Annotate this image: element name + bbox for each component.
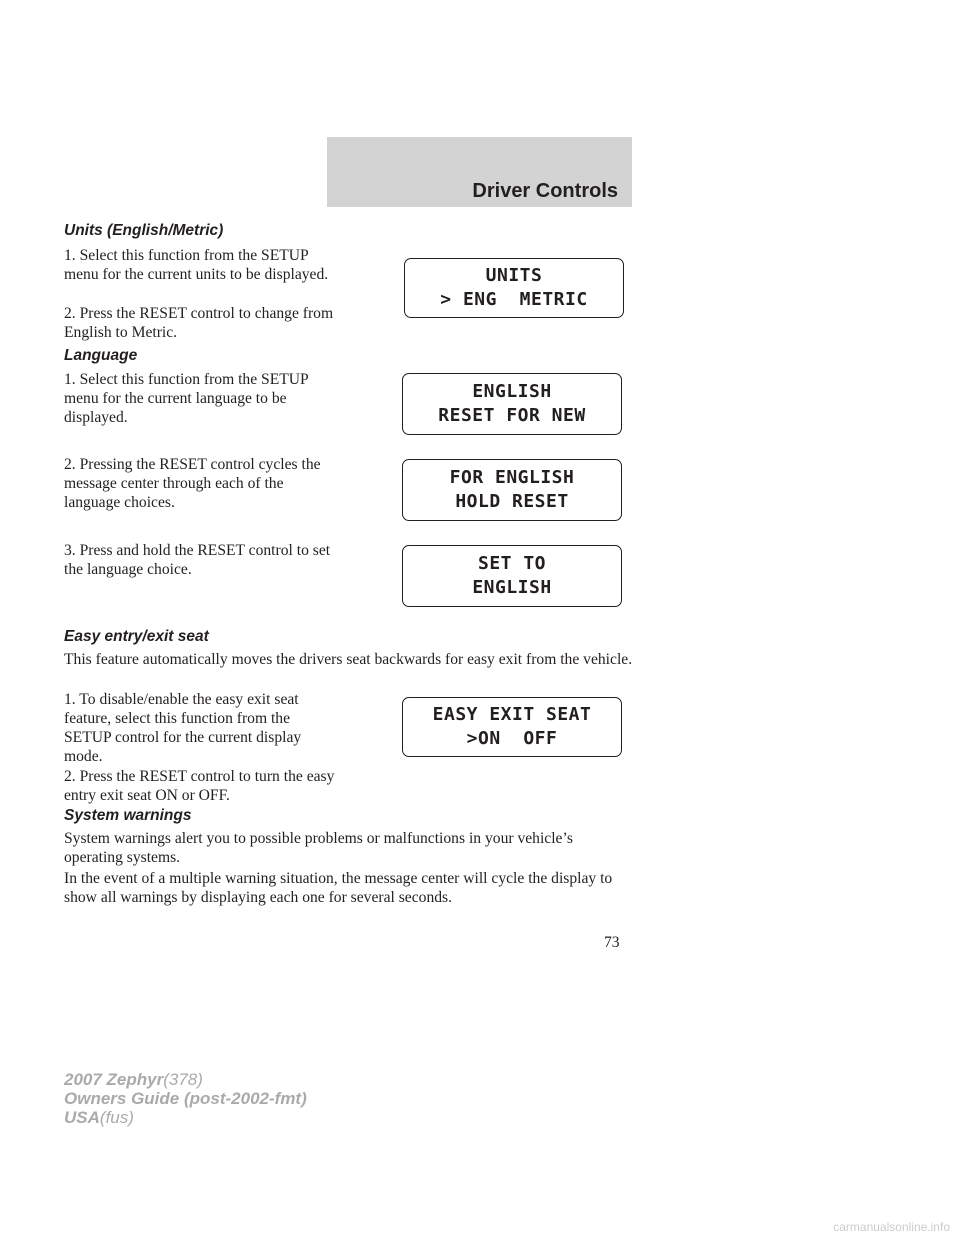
language-display-3-line-2: ENGLISH xyxy=(472,577,552,598)
easy-entry-intro: This feature automatically moves the drivers seat backwards for easy exit from the vehicle. xyxy=(64,651,633,668)
watermark: carmanualsonline.info xyxy=(833,1220,950,1234)
language-display-2-line-1: FOR ENGLISH xyxy=(449,467,575,488)
units-display-line-2: > ENG METRIC xyxy=(440,289,588,310)
footer-guide: Owners Guide (post-2002-fmt) xyxy=(64,1089,307,1108)
document-footer xyxy=(64,1070,307,1127)
language-display-english xyxy=(402,373,622,435)
footer-line-2 xyxy=(64,1089,307,1108)
language-display-1-line-1: ENGLISH xyxy=(472,381,552,402)
units-step-2: 2. Press the RESET control to change from English to Metric. xyxy=(64,305,334,341)
language-display-2-line-2: HOLD RESET xyxy=(455,491,569,512)
easy-exit-display xyxy=(402,697,622,757)
language-heading: Language xyxy=(64,347,138,364)
language-display-1-line-2: RESET FOR NEW xyxy=(438,405,586,426)
footer-line-1 xyxy=(64,1070,307,1089)
units-display xyxy=(404,258,624,318)
footer-line-3 xyxy=(64,1108,307,1127)
system-warnings-heading: System warnings xyxy=(64,807,192,824)
page-number: 73 xyxy=(604,934,620,951)
easy-exit-display-line-2: >ON OFF xyxy=(466,728,558,749)
section-header-band xyxy=(327,137,632,207)
footer-model-code: (378) xyxy=(163,1070,203,1089)
footer-model: 2007 Zephyr xyxy=(64,1070,164,1089)
footer-market-code: (fus) xyxy=(99,1108,134,1127)
easy-exit-display-line-1: EASY EXIT SEAT xyxy=(432,704,592,725)
units-heading: Units (English/Metric) xyxy=(64,222,224,239)
system-warnings-para-2: In the event of a multiple warning situation, the message center will cycle the display to show all warnings by displaying each one for several seconds. xyxy=(64,870,613,906)
language-step-3: 3. Press and hold the RESET control to set the language choice. xyxy=(64,542,331,578)
section-title: Driver Controls xyxy=(472,180,618,202)
language-step-1: 1. Select this function from the SETUP menu for the current language to be displayed. xyxy=(64,371,309,426)
language-display-set-to xyxy=(402,545,622,607)
easy-entry-step-1: 1. To disable/enable the easy exit seat feature, select this function from the SETUP control for the current display mode. xyxy=(64,691,302,765)
language-display-3-line-1: SET TO xyxy=(477,553,547,574)
units-display-line-1: UNITS xyxy=(485,265,543,286)
language-display-hold-reset xyxy=(402,459,622,521)
language-step-2: 2. Pressing the RESET control cycles the message center through each of the language choices. xyxy=(64,456,321,511)
easy-entry-step-2: 2. Press the RESET control to turn the easy entry exit seat ON or OFF. xyxy=(64,768,335,804)
easy-entry-heading: Easy entry/exit seat xyxy=(64,628,209,645)
units-step-1: 1. Select this function from the SETUP menu for the current units to be displayed. xyxy=(64,247,329,283)
footer-market: USA xyxy=(64,1108,100,1127)
system-warnings-para-1: System warnings alert you to possible problems or malfunctions in your vehicle’s operating systems. xyxy=(64,830,573,866)
